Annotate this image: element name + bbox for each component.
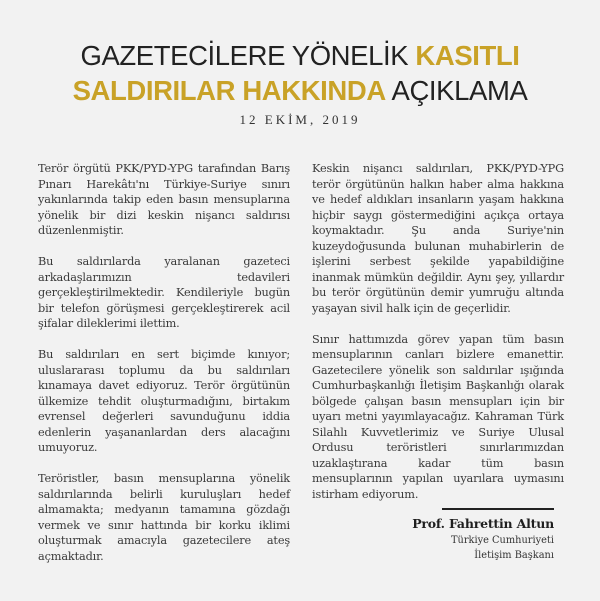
left-column [38, 161, 290, 580]
title-highlight: KASITLI [415, 40, 520, 71]
title-text: AÇIKLAMA [385, 75, 528, 106]
title-line-1 [0, 38, 600, 73]
page-title [0, 38, 600, 108]
title-line-2 [0, 73, 600, 108]
paragraph: Teröristler, basın mensuplarına yönelik saldırılarında belirli kuruluşları hedef almamakta; medyanın tamamına gözdağı vermek ve sınır hattında bir korku iklimi oluşturmak amacıyla gazetecilere ateş açmaktadır. [38, 472, 290, 563]
title-highlight: SALDIRILAR HAKKINDA [72, 75, 386, 106]
signature-divider [442, 508, 554, 510]
signature-title-line-1: Türkiye Cumhuriyeti [451, 535, 554, 546]
paragraph: Bu saldırılarda yaralanan gazeteci arkadaşlarımızın tedavileri gerçekleştirilmektedir. Kendileriyle bugün bir telefon görüşmesi gerçekleştirerek acil şifalar dileklerimi ilettim. [38, 255, 290, 330]
paragraph: Terör örgütü PKK/PYD-YPG tarafından Barış Pınarı Harekâtı'nı Türkiye-Suriye sınırı yakınlarında takip eden basın mensuplarına yönelik bir dizi keskin nişancı saldırısı düzenlenmiştir. [38, 162, 290, 237]
date-line: 12 EKİM, 2019 [239, 112, 361, 127]
paragraph: Sınır hattımızda görev yapan tüm basın mensuplarının canları bizlere emanettir. Gazetecilere yönelik son saldırılar ışığında Cumhurbaşkanlığı İletişim Başkanlığı olarak bölgede çalışan basın mensupları için bir uyarı metni yayımlayacağız. Kahraman Türk Silahlı Kuvvetlerimiz ve Suriye Ulusal Ordusu teröristleri sınırlarımızdan uzaklaştırana kadar tüm basın mensuplarının yapılan uyarılara uymasını istirham ediyorum. [312, 332, 564, 501]
title-text: GAZETECİLERE YÖNELİK [80, 40, 416, 71]
signature-name: Prof. Fahrettin Altun [412, 516, 554, 531]
right-column [312, 161, 564, 518]
paragraph: Bu saldırıları en sert biçimde kınıyor; uluslararası toplumu da bu saldırıları kınamaya davet ediyoruz. Terör örgütünün ülkemize tehdit oluşturmadığını, birtakım evrensel değerleri savunduğunu iddia edenlerin yaşananlardan ders alacağını umuyoruz. [38, 348, 290, 454]
signature-title-line-2: İletişim Başkanı [474, 550, 554, 561]
paragraph: Keskin nişancı saldırıları, PKK/PYD-YPG terör örgütünün halkın haber alma hakkına ve hedef aldıkları insanların yaşam hakkına hiçbir saygı göstermediğini açıkça ortaya koymaktadır. Şu anda Suriye'nin kuzeydoğusunda bulunan muhabirlerin de işlerini serbest şekilde yapabildiğine inanmak mümkün değildir. Aynı şey, yıllardır bu terör örgütünün demir yumruğu altında yaşayan sivil halk için de geçerlidir. [312, 162, 564, 315]
